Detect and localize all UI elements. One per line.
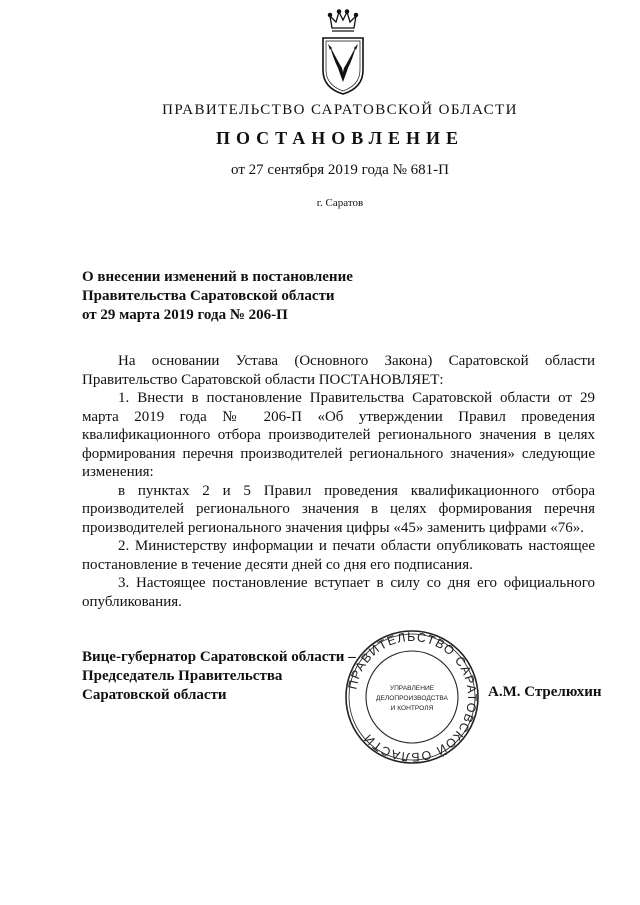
document-city: г. Саратов — [316, 197, 364, 209]
signatory-position — [82, 648, 356, 705]
body-paragraph: 3. Настоящее постановление вступает в силу со дня его официального опубликования. — [82, 575, 595, 610]
signatory-position-line: Председатель Правительства — [82, 668, 283, 684]
seal-inner-line: ДЕЛОПРОИЗВОДСТВА — [376, 695, 448, 702]
seal-outer-text: ПРАВИТЕЛЬСТВО САРАТОВСКОЙ ОБЛАСТИ — [345, 629, 480, 765]
document-type-title: ПОСТАНОВЛЕНИЕ — [215, 128, 465, 148]
signatory-name: А.М. Стрелюхин — [488, 684, 602, 700]
signatory-position-line: Саратовской области — [82, 687, 227, 703]
body-paragraph: 2. Министерству информации и печати области опубликовать настоящее постановление в течение десяти дней со дня его подписания. — [82, 538, 595, 573]
subject-line: Правительства Саратовской области — [82, 288, 335, 304]
document-body — [82, 352, 595, 611]
subject-line: от 29 марта 2019 года № 206-П — [82, 307, 288, 323]
seal-inner-line: И КОНТРОЛЯ — [390, 705, 434, 712]
body-paragraph: 1. Внести в постановление Правительства Саратовской области от 29 марта 2019 года № 206-П «Об утверждении Правил проведения квалификационного отбора производителей регионального значения в целях формирования перечня производителей регионального значения» следующие изменения: — [82, 390, 595, 480]
seal-inner-line: УПРАВЛЕНИЕ — [389, 685, 435, 692]
document-subject — [82, 268, 353, 325]
signatory-position-line: Вице-губернатор Саратовской области – — [82, 649, 356, 665]
government-name: ПРАВИТЕЛЬСТВО САРАТОВСКОЙ ОБЛАСТИ — [162, 102, 518, 118]
coat-of-arms-icon — [318, 8, 368, 96]
body-paragraph: На основании Устава (Основного Закона) Саратовской области Правительство Саратовской области ПОСТАНОВЛЯЕТ: — [82, 353, 595, 388]
body-paragraph: в пунктах 2 и 5 Правил проведения квалификационного отбора производителей регионального значения в целях формирования перечня производителей регионального значения цифры «45» заменить цифрами «76». — [82, 482, 595, 536]
document-date-number: от 27 сентября 2019 года № 681-П — [231, 162, 449, 178]
subject-line: О внесении изменений в постановление — [82, 269, 353, 285]
official-seal-stamp — [343, 628, 481, 766]
